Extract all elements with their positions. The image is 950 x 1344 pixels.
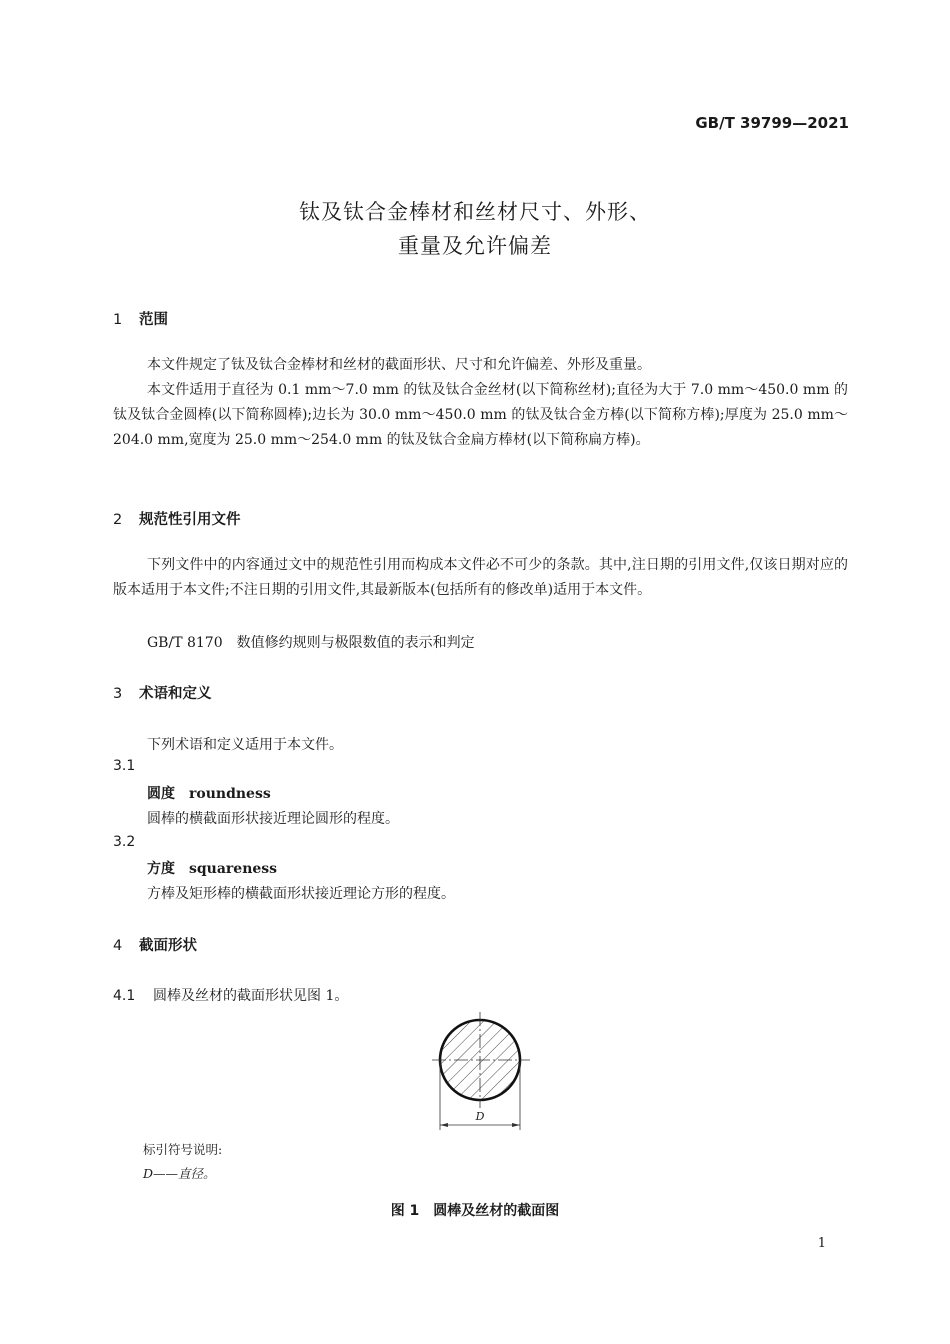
section-4-heading — [113, 934, 197, 955]
section-3-paragraph-1: 下列术语和定义适用于本文件。 — [147, 737, 343, 753]
clause-number: 4.1 — [113, 988, 136, 1004]
page-number: 1 — [817, 1236, 826, 1251]
section-title: 术语和定义 — [139, 686, 212, 702]
term-3-1-definition: 圆棒的横截面形状接近理论圆形的程度。 — [147, 811, 399, 827]
section-number: 2 — [113, 512, 123, 528]
term-3-1-number: 3.1 — [113, 758, 136, 774]
section-title: 规范性引用文件 — [139, 512, 241, 528]
section-2-heading — [113, 508, 241, 529]
section-number: 4 — [113, 938, 123, 954]
clause-text: 圆棒及丝材的截面形状见图 1。 — [153, 988, 349, 1004]
dimension-label: D — [475, 1110, 485, 1123]
document-title-line1: 钛及钛合金棒材和丝材尺寸、外形、 — [299, 200, 651, 224]
section-1-heading — [113, 308, 168, 329]
section-number: 3 — [113, 686, 123, 702]
term-en: squareness — [189, 861, 278, 877]
term-3-2 — [147, 858, 277, 878]
dimension-arrow-left — [440, 1123, 448, 1127]
figure-caption: 图 1 圆棒及丝材的截面图 — [390, 1203, 560, 1219]
term-3-2-definition: 方棒及矩形棒的横截面形状接近理论方形的程度。 — [147, 886, 455, 902]
term-zh: 圆度 — [147, 786, 175, 802]
section-number: 1 — [113, 312, 123, 328]
section-1-paragraph-1: 本文件规定了钛及钛合金棒材和丝材的截面形状、尺寸和允许偏差、外形及重量。 — [147, 357, 651, 373]
round-bar-cross-section-figure — [420, 1008, 540, 1136]
section-3-heading — [113, 682, 212, 703]
section-title: 范围 — [139, 312, 168, 328]
legend-item: D——直径。 — [143, 1166, 216, 1181]
normative-reference: GB/T 8170 数值修约规则与极限数值的表示和判定 — [147, 635, 475, 651]
term-en: roundness — [189, 786, 271, 802]
section-title: 截面形状 — [139, 938, 197, 954]
document-title-line2: 重量及允许偏差 — [398, 234, 552, 258]
standard-code: GB/T 39799—2021 — [695, 114, 849, 132]
clause-4-1 — [113, 985, 348, 1005]
term-3-1 — [147, 783, 271, 803]
section-2-paragraph-1: 下列文件中的内容通过文中的规范性引用而构成本文件必不可少的条款。其中,注日期的引用文件,仅该日期对应的版本适用于本文件;不注日期的引用文件,其最新版本(包括所有的修改单)适用于本文件。 — [113, 557, 848, 598]
term-zh: 方度 — [147, 861, 175, 877]
term-3-2-number: 3.2 — [113, 834, 136, 850]
legend-title: 标引符号说明: — [143, 1142, 223, 1157]
section-1-paragraph-2: 本文件适用于直径为 0.1 mm～7.0 mm 的钛及钛合金丝材(以下简称丝材);直径为大于 7.0 mm～450.0 mm 的钛及钛合金圆棒(以下简称圆棒);边长为 30.0 mm～450.0 mm 的钛及钛合金方棒(以下简称方棒);厚度为 25.0 mm～204.0 mm,宽度为 25.0 mm～254.0 mm 的钛及钛合金扁方棒材(以下简称扁方棒)。 — [113, 382, 848, 448]
dimension-arrow-right — [512, 1123, 520, 1127]
